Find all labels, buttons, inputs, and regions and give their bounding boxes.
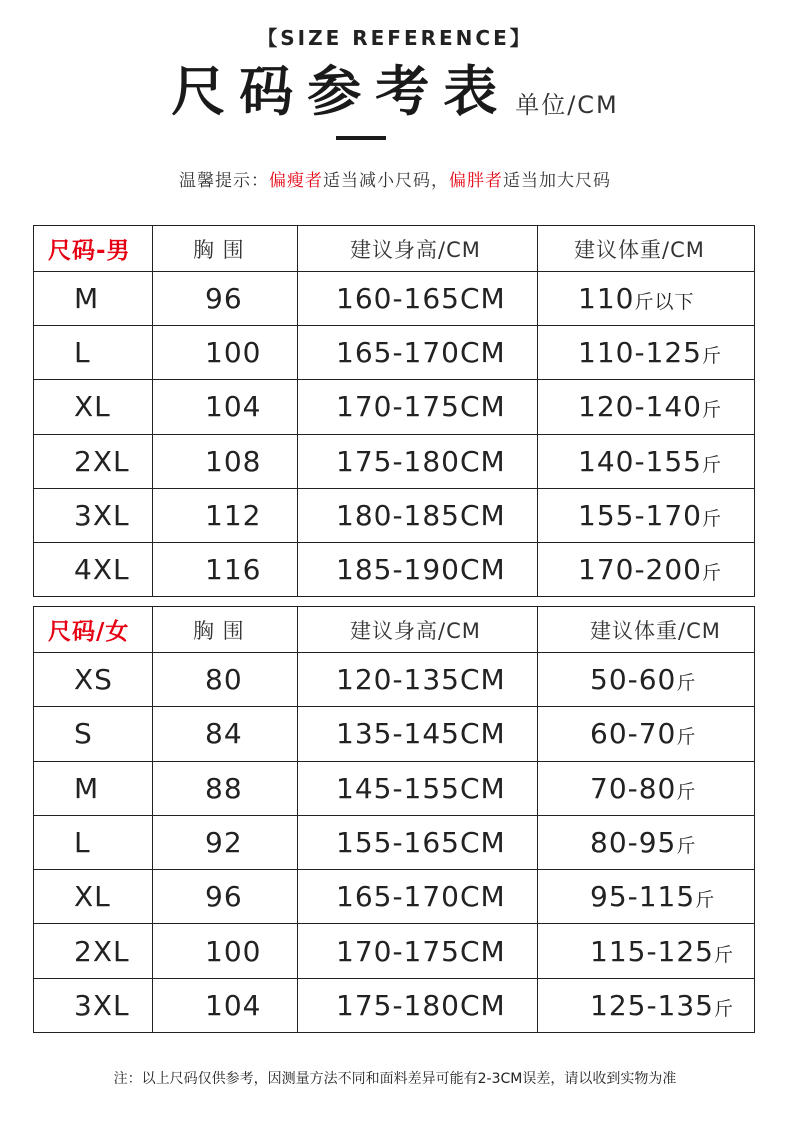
chest-cell: 104 <box>153 380 298 434</box>
title-underline <box>336 136 386 140</box>
height-cell: 175-180CM <box>298 978 538 1032</box>
size-cell: 4XL <box>34 542 153 596</box>
weight-cell <box>538 542 755 596</box>
height-cell: 180-185CM <box>298 488 538 542</box>
weight-unit: 斤 <box>676 726 697 749</box>
tip-thin: 偏瘦者 <box>269 171 323 191</box>
weight-value: 110-125 <box>578 336 702 370</box>
height-cell: 175-180CM <box>298 434 538 488</box>
table-row <box>34 653 755 707</box>
weight-cell <box>538 924 755 978</box>
title-block <box>0 56 790 128</box>
height-cell: 170-175CM <box>298 380 538 434</box>
weight-unit: 斤 <box>695 889 716 912</box>
size-cell: L <box>34 326 153 380</box>
weight-header: 建议体重/CM <box>538 226 755 272</box>
height-cell: 185-190CM <box>298 542 538 596</box>
chest-cell: 88 <box>153 761 298 815</box>
weight-unit: 斤 <box>702 453 723 476</box>
size-header: 尺码-男 <box>34 226 153 272</box>
height-cell: 155-165CM <box>298 815 538 869</box>
chest-cell: 96 <box>153 272 298 326</box>
size-cell: S <box>34 707 153 761</box>
chest-cell: 112 <box>153 488 298 542</box>
table-row <box>34 924 755 978</box>
weight-value: 125-135 <box>590 988 714 1022</box>
height-cell: 145-155CM <box>298 761 538 815</box>
tip-line <box>0 166 790 191</box>
size-cell: 2XL <box>34 434 153 488</box>
table-row <box>34 707 755 761</box>
table-row <box>34 870 755 924</box>
weight-value: 95-115 <box>590 880 696 914</box>
weight-cell <box>538 434 755 488</box>
table-row <box>34 978 755 1032</box>
size-cell: 3XL <box>34 978 153 1032</box>
weight-value: 60-70 <box>590 717 677 751</box>
table-row <box>34 815 755 869</box>
weight-cell <box>538 653 755 707</box>
tip-prefix: 温馨提示： <box>179 171 269 191</box>
tip-heavy: 偏胖者 <box>449 171 503 191</box>
weight-unit: 斤以下 <box>634 291 695 314</box>
chest-header: 胸 围 <box>153 607 298 653</box>
weight-value: 115-125 <box>590 934 714 968</box>
weight-value: 170-200 <box>578 553 702 587</box>
weight-cell <box>538 870 755 924</box>
size-cell: XS <box>34 653 153 707</box>
weight-unit: 斤 <box>702 345 723 368</box>
weight-value: 70-80 <box>590 771 677 805</box>
men-size-table <box>33 225 755 597</box>
footnote: 注：以上尺码仅供参考，因测量方法不同和面料差异可能有2-3CM误差，请以收到实物为准 <box>113 1071 677 1087</box>
weight-value: 120-140 <box>578 390 702 424</box>
weight-value: 110 <box>578 282 635 316</box>
chest-cell: 92 <box>153 815 298 869</box>
height-cell: 120-135CM <box>298 653 538 707</box>
weight-value: 50-60 <box>590 663 677 697</box>
size-reference-subtitle: 【SIZE REFERENCE】 <box>257 26 533 50</box>
height-header: 建议身高/CM <box>298 607 538 653</box>
height-cell: 165-170CM <box>298 870 538 924</box>
weight-unit: 斤 <box>676 780 697 803</box>
table-row <box>34 380 755 434</box>
height-header: 建议身高/CM <box>298 226 538 272</box>
tip-heavy-advice: 适当加大尺码 <box>503 171 611 191</box>
size-cell: M <box>34 272 153 326</box>
weight-cell <box>538 815 755 869</box>
table-row <box>34 761 755 815</box>
chest-cell: 116 <box>153 542 298 596</box>
weight-cell <box>538 326 755 380</box>
chest-cell: 104 <box>153 978 298 1032</box>
chest-cell: 100 <box>153 924 298 978</box>
tip-thin-advice: 适当减小尺码， <box>323 171 449 191</box>
height-cell: 170-175CM <box>298 924 538 978</box>
weight-value: 140-155 <box>578 444 702 478</box>
weight-unit: 斤 <box>702 507 723 530</box>
height-cell: 135-145CM <box>298 707 538 761</box>
weight-cell <box>538 380 755 434</box>
table-row <box>34 272 755 326</box>
table-header-row <box>34 607 755 653</box>
table-row <box>34 542 755 596</box>
women-size-table <box>33 606 755 1033</box>
weight-cell <box>538 272 755 326</box>
weight-cell <box>538 761 755 815</box>
size-cell: XL <box>34 380 153 434</box>
weight-header: 建议体重/CM <box>538 607 755 653</box>
table-row <box>34 488 755 542</box>
table-header-row <box>34 226 755 272</box>
page-title: 尺码参考表 <box>171 60 512 123</box>
size-cell: L <box>34 815 153 869</box>
weight-value: 155-170 <box>578 498 702 532</box>
chest-header: 胸 围 <box>153 226 298 272</box>
weight-unit: 斤 <box>676 835 697 858</box>
chest-cell: 96 <box>153 870 298 924</box>
chest-cell: 100 <box>153 326 298 380</box>
weight-cell <box>538 978 755 1032</box>
chest-cell: 84 <box>153 707 298 761</box>
unit-label: 单位/CM <box>515 91 619 119</box>
chest-cell: 108 <box>153 434 298 488</box>
height-cell: 165-170CM <box>298 326 538 380</box>
size-cell: M <box>34 761 153 815</box>
table-row <box>34 326 755 380</box>
weight-unit: 斤 <box>714 943 735 966</box>
weight-unit: 斤 <box>702 562 723 585</box>
weight-cell <box>538 707 755 761</box>
size-cell: XL <box>34 870 153 924</box>
weight-unit: 斤 <box>676 672 697 695</box>
table-row <box>34 434 755 488</box>
weight-value: 80-95 <box>590 826 677 860</box>
weight-unit: 斤 <box>702 399 723 422</box>
weight-cell <box>538 488 755 542</box>
size-cell: 3XL <box>34 488 153 542</box>
chest-cell: 80 <box>153 653 298 707</box>
size-header: 尺码/女 <box>34 607 153 653</box>
size-cell: 2XL <box>34 924 153 978</box>
weight-unit: 斤 <box>714 997 735 1020</box>
height-cell: 160-165CM <box>298 272 538 326</box>
